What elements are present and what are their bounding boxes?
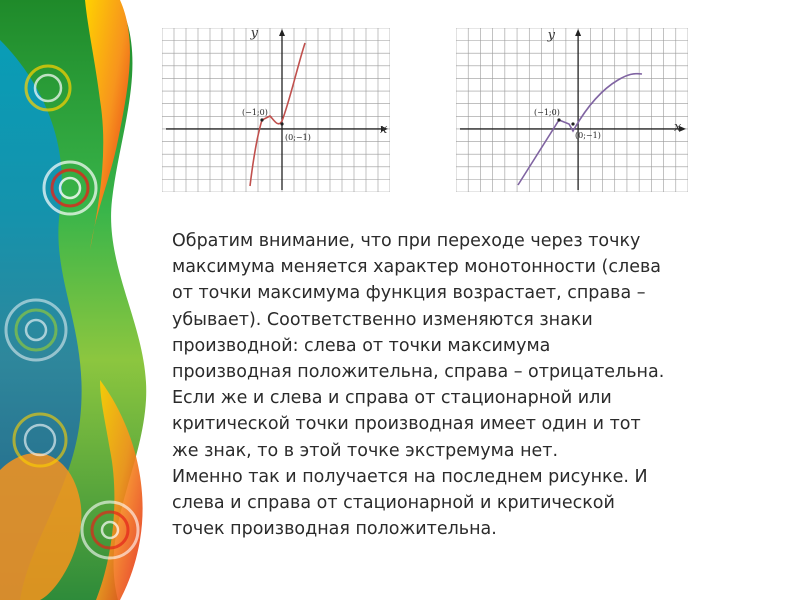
graph-right — [456, 28, 688, 192]
x-axis-label: x — [380, 122, 388, 137]
point-min-label: (0;−1) — [285, 133, 311, 142]
point-min-label: (0;−1) — [575, 131, 601, 140]
grid-lines — [162, 28, 390, 192]
text-line: убывает). Соответственно изменяются знаки — [172, 309, 593, 330]
text-line: от точки максимума функция возрастает, справа – — [172, 283, 646, 304]
text-line: Именно так и получается на последнем рисунке. И — [172, 466, 648, 487]
y-axis-arrow-icon — [575, 29, 581, 36]
x-axis-label: x — [674, 120, 682, 135]
point-min-marker — [280, 122, 283, 125]
grid-lines — [456, 28, 688, 192]
text-line: Обратим внимание, что при переходе через точку — [172, 231, 641, 251]
text-line: же знак, то в этой точке экстремума нет. — [172, 440, 559, 461]
text-line: производной: слева от точки максимума — [172, 335, 551, 356]
explanation-paragraph — [172, 228, 772, 542]
point-max-marker — [260, 118, 263, 121]
y-axis-label: y — [250, 28, 258, 41]
point-max-marker — [557, 118, 560, 121]
text-line: слева и справа от стационарной и критической — [172, 493, 615, 514]
y-axis-label: y — [547, 28, 555, 43]
text-line: Если же и слева и справа от стационарной или — [172, 388, 612, 409]
graph-left — [162, 28, 390, 192]
y-axis-arrow-icon — [279, 29, 285, 36]
text-line: максимума меняется характер монотонности (слева — [172, 257, 662, 278]
text-line: точек производная положительна. — [172, 519, 497, 540]
point-min-marker — [571, 122, 574, 125]
text-line: производная положительна, справа – отрицательна. — [172, 362, 665, 383]
text-line: критической точки производная имеет один и тот — [172, 414, 641, 435]
point-max-label: (−1;0) — [242, 108, 268, 117]
point-max-label: (−1;0) — [534, 108, 560, 117]
